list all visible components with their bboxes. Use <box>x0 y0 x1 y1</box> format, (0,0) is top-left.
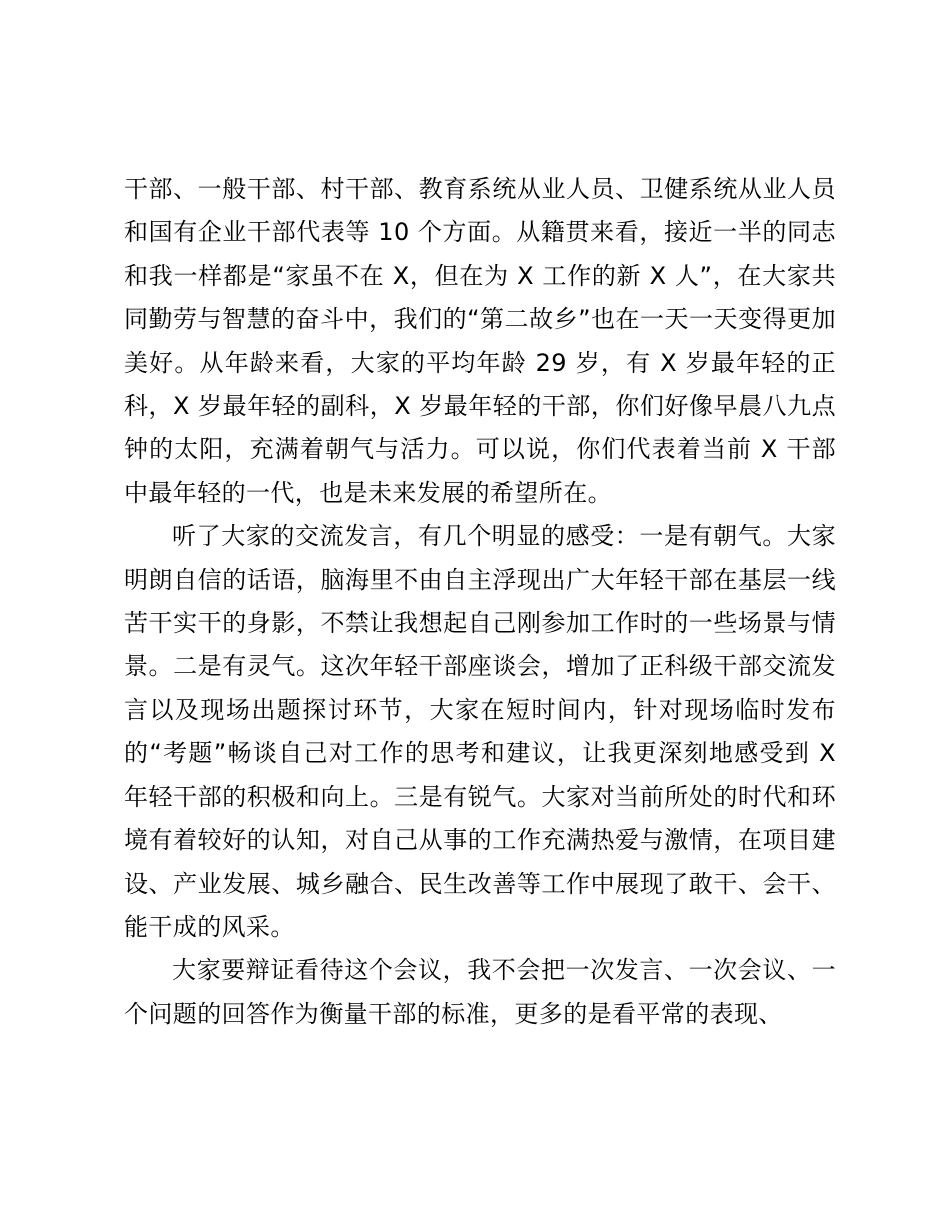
document-body <box>124 168 836 1036</box>
paragraph-meeting-view: 大家要辩证看待这个会议，我不会把一次发言、一次会议、一个问题的回答作为衡量干部的标准，更多的是看平常的表现、 <box>124 956 836 1028</box>
paragraph-impressions: 听了大家的交流发言，有几个明显的感受：一是有朝气。大家明朗自信的话语，脑海里不由自主浮现出广大年轻干部在基层一线苦干实干的身影，不禁让我想起自己刚参加工作时的一些场景与情景。二是有灵气。这次年轻干部座谈会，增加了正科级干部交流发言以及现场出题探讨环节，大家在短时间内，针对现场临时发布的“考题”畅谈自己对工作的思考和建议，让我更深刻地感受到 X 年轻干部的积极和向上。三是有锐气。大家对当前所处的时代和环境有着较好的认知，对自己从事的工作充满热爱与激情，在项目建设、产业发展、城乡融合、民生改善等工作中展现了敢干、会干、能干成的风采。 <box>124 522 836 941</box>
paragraph-continued: 干部、一般干部、村干部、教育系统从业人员、卫健系统从业人员和国有企业干部代表等 10 个方面。从籍贯来看，接近一半的同志和我一样都是“家虽不在 X，但在为 X 工作的新 X 人”，在大家共同勤劳与智慧的奋斗中，我们的“第二故乡”也在一天一天变得更加美好。从年龄来看，大家的平均年龄 29 岁，有 X 岁最年轻的正科，X 岁最年轻的副科，X 岁最年轻的干部，你们好像早晨八九点钟的太阳，充满着朝气与活力。可以说，你们代表着当前 X 干部中最年轻的一代，也是未来发展的希望所在。 <box>124 175 836 507</box>
